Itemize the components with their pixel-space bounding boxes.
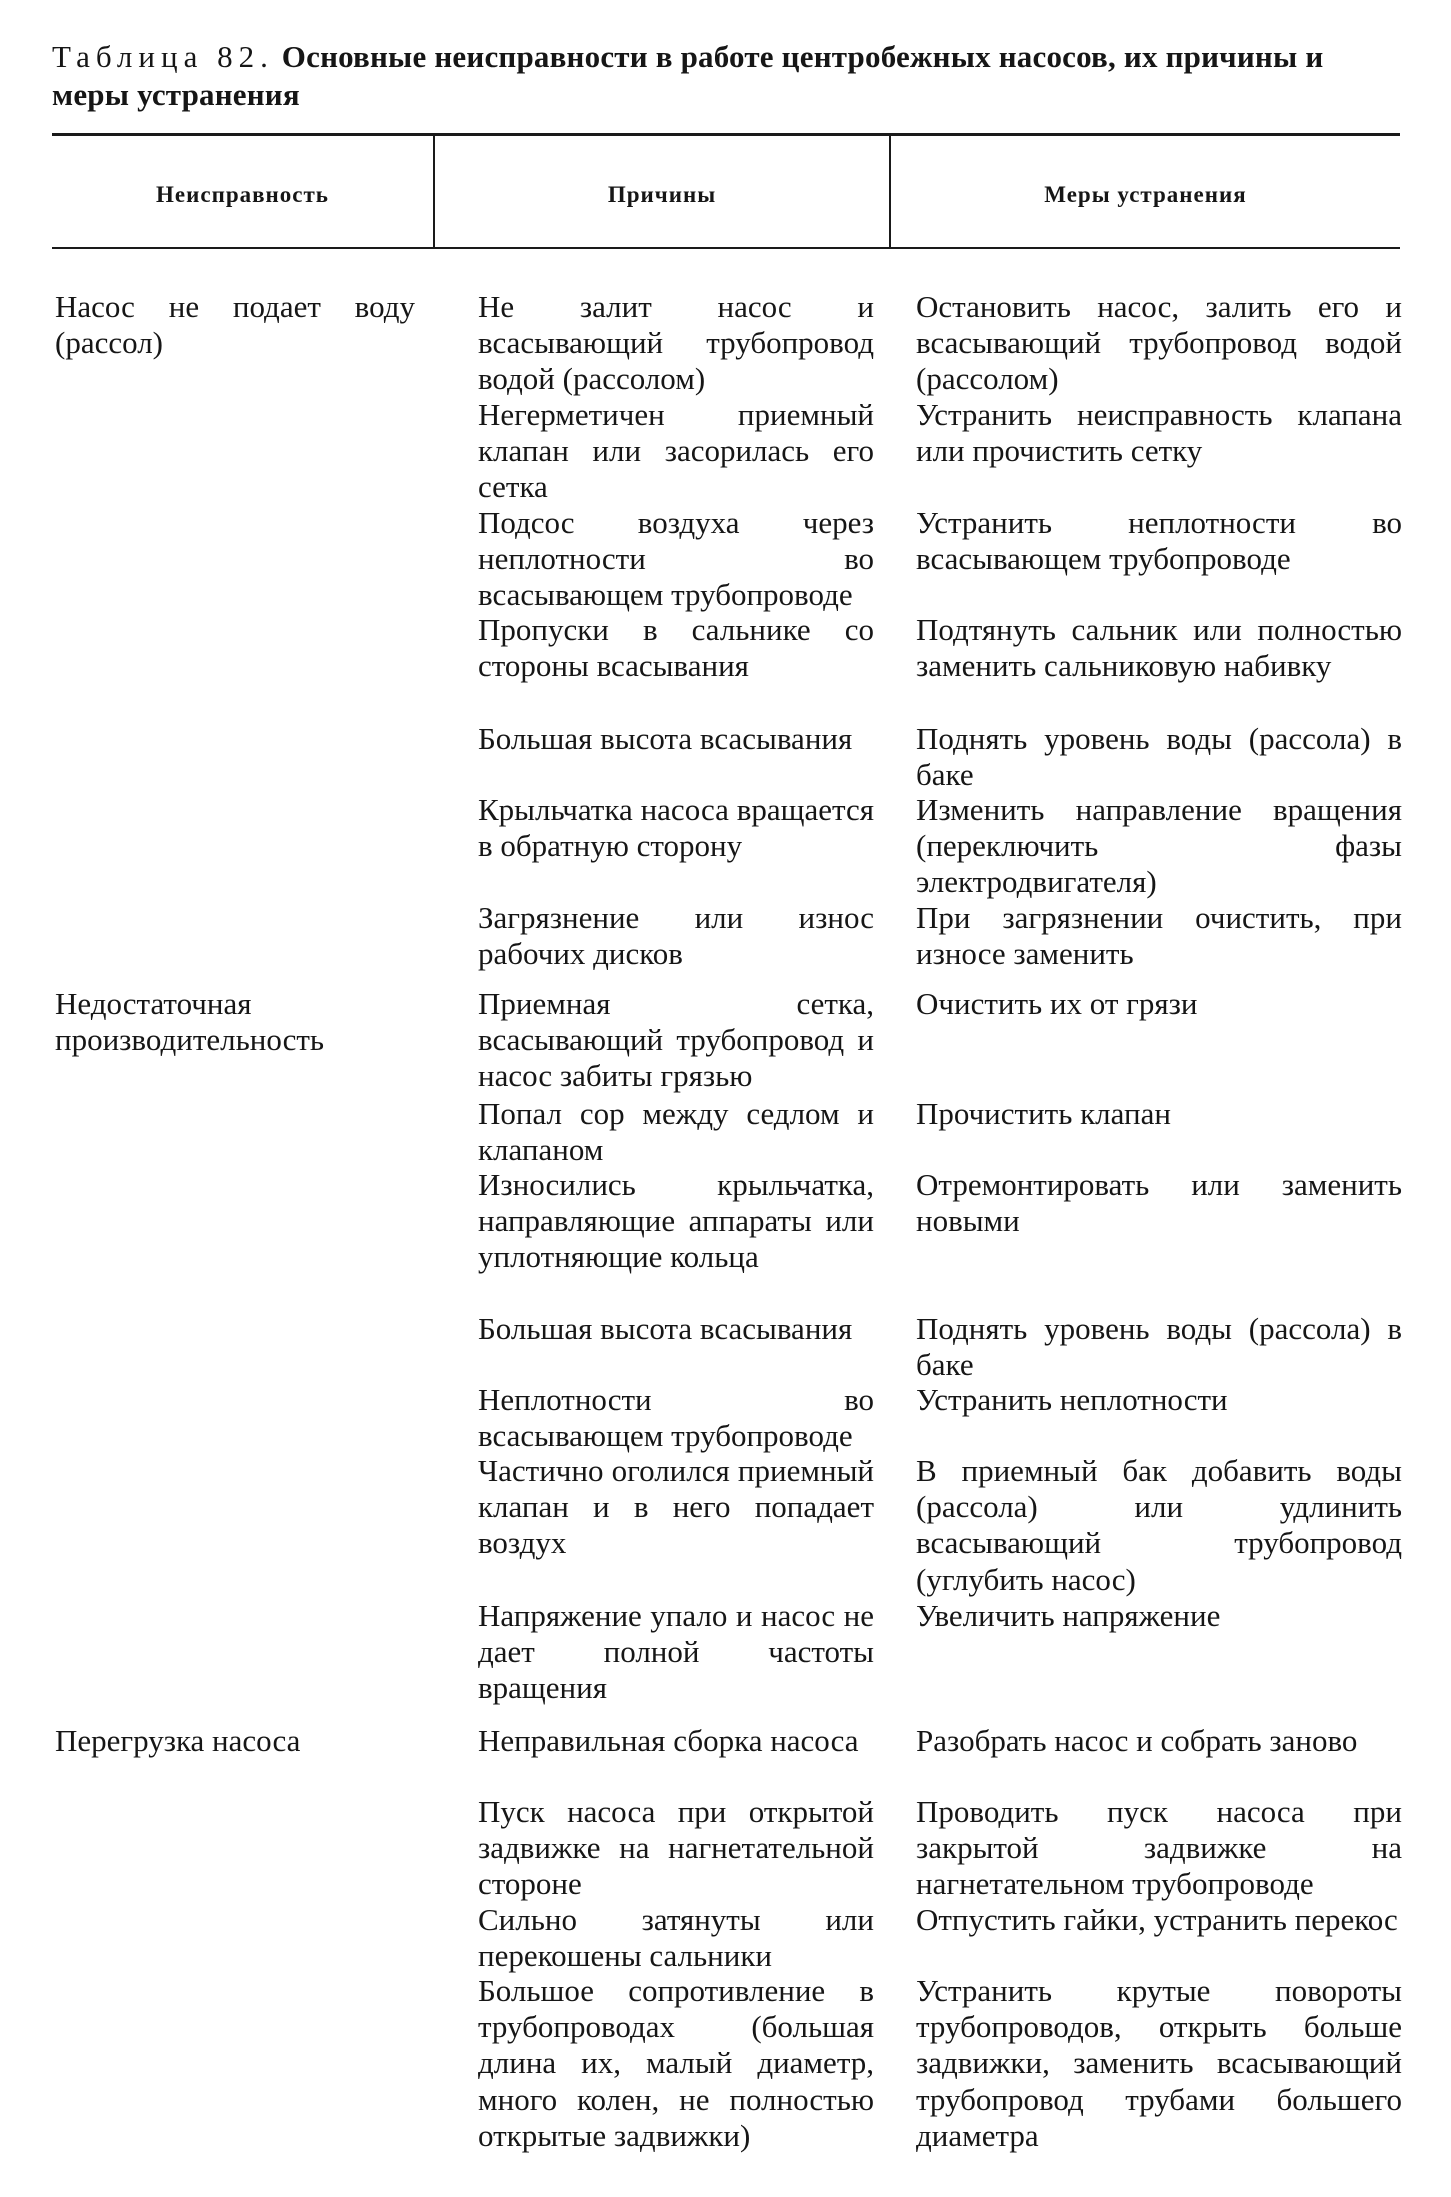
cause-cell: Напряжение упало и насос не дает полной частоты вращения <box>478 1598 874 1706</box>
remedy-cell: Остановить насос, залить его и всасывающий трубопровод водой (рассолом) <box>916 289 1402 397</box>
cause-cell: Загрязнение или износ рабочих дисков <box>478 900 874 972</box>
remedy-cell: Устранить неплотности во всасывающем трубопроводе <box>916 505 1402 577</box>
column-header-fault: Неисправность <box>156 182 329 207</box>
cause-cell: Крыльчатка насоса вращается в обратную сторону <box>478 792 874 864</box>
remedy-cell: Прочистить клапан <box>916 1096 1171 1131</box>
remedy-cell: Изменить направление вращения (переключить фазы электродвигателя) <box>916 792 1402 900</box>
cause-cell: Большая высота всасывания <box>478 721 853 756</box>
cause-cell: Попал сор между седлом и клапаном <box>478 1096 874 1168</box>
column-header-remedies: Меры устранения <box>1044 182 1247 207</box>
table-caption <box>52 38 1392 114</box>
cause-cell: Подсос воздуха через неплотности во всасывающем трубопроводе <box>478 505 874 613</box>
remedy-cell: Отпустить гайки, устранить перекос <box>916 1902 1398 1937</box>
table-top-rule <box>52 133 1400 136</box>
cause-cell: Не залит насос и всасывающий трубопровод водой (рассолом) <box>478 289 874 397</box>
cause-cell: Большая высота всасывания <box>478 1311 853 1346</box>
remedy-cell: Отремонтировать или заменить новыми <box>916 1167 1402 1239</box>
remedy-cell: Разобрать насос и собрать заново <box>916 1723 1358 1758</box>
remedy-cell: Устранить неисправность клапана или прочистить сетку <box>916 397 1402 469</box>
cause-cell: Сильно затянуты или перекошены сальники <box>478 1902 874 1974</box>
cause-cell: Неправильная сборка насоса <box>478 1723 859 1758</box>
remedy-cell: Устранить неплотности <box>916 1382 1228 1417</box>
remedy-cell: При загрязнении очистить, при износе заменить <box>916 900 1402 972</box>
header-bottom-rule <box>52 247 1400 249</box>
fault-cell: Насос не подает воду (рассол) <box>55 289 415 361</box>
remedy-cell: Поднять уровень воды (рассола) в баке <box>916 721 1402 793</box>
cause-cell: Износились крыльчатка, направляющие аппараты или уплотняющие кольца <box>478 1167 874 1275</box>
remedy-cell: Очистить их от грязи <box>916 986 1198 1021</box>
cause-cell: Неплотности во всасывающем трубопроводе <box>478 1382 874 1454</box>
caption-text: Основные неисправности в работе центробежных насосов, их причины и меры устранения <box>52 39 1324 112</box>
remedy-cell: Поднять уровень воды (рассола) в баке <box>916 1311 1402 1383</box>
caption-label: Таблица 82. <box>52 39 274 74</box>
cause-cell: Большое сопротивление в трубопроводах (большая длина их, малый диаметр, много колен, не полностью открытые задвижки) <box>478 1973 874 2153</box>
remedy-cell: Устранить крутые повороты трубопроводов, открыть больше задвижки, заменить всасывающий трубопровод трубами большего диаметра <box>916 1973 1402 2153</box>
cause-cell: Частично оголился приемный клапан и в него попадает воздух <box>478 1453 874 1561</box>
cause-cell: Пуск насоса при открытой задвижке на нагнетательной стороне <box>478 1794 874 1902</box>
cause-cell: Приемная сетка, всасывающий трубопровод и насос забиты грязью <box>478 986 874 1094</box>
fault-cell: Перегрузка насоса <box>55 1723 301 1758</box>
cause-cell: Пропуски в сальнике со стороны всасывания <box>478 612 874 684</box>
remedy-cell: Проводить пуск насоса при закрытой задвижке на нагнетательном трубопроводе <box>916 1794 1402 1902</box>
remedy-cell: В приемный бак добавить воды (рассола) или удлинить всасывающий трубопровод (углубить насос) <box>916 1453 1402 1597</box>
remedy-cell: Подтянуть сальник или полностью заменить сальниковую набивку <box>916 612 1402 684</box>
cause-cell: Негерметичен приемный клапан или засорилась его сетка <box>478 397 874 505</box>
remedy-cell: Увеличить напряжение <box>916 1598 1221 1633</box>
column-header-causes: Причины <box>607 182 717 207</box>
fault-cell: Недостаточная производительность <box>55 986 325 1058</box>
